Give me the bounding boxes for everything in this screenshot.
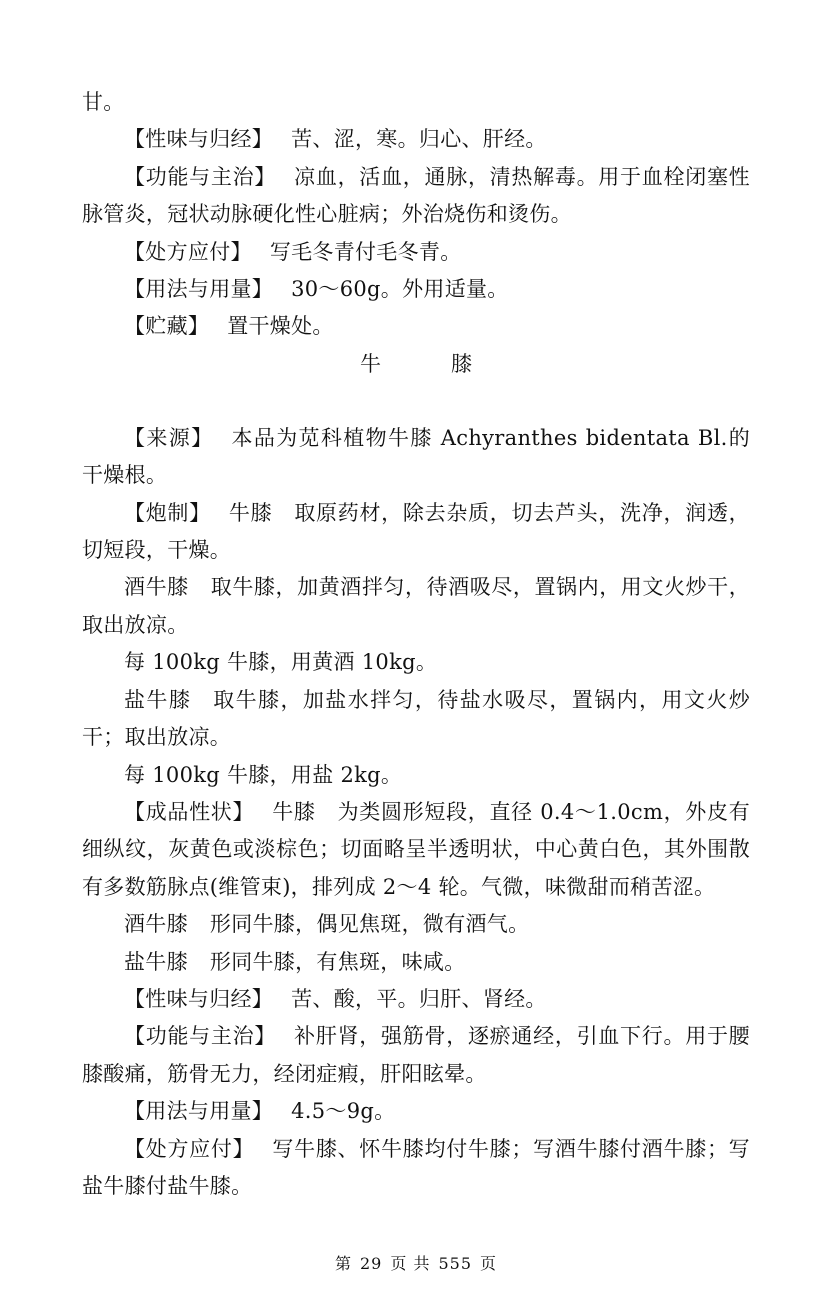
paragraph-text: 每 100kg 牛膝，用盐 2kg。 [124,762,403,787]
paragraph-taste-meridian [82,121,750,158]
paragraph-text: 取牛膝，加盐水拌匀，待盐水吸尽，置锅内，用文火炒干；取出放凉。 [82,687,750,750]
paragraph-text: 取牛膝，加黄酒拌匀，待酒吸尽，置锅内，用文火炒干，取出放凉。 [82,575,750,637]
paragraph-text: 30～60g。外用适量。 [291,277,509,302]
section-title [82,346,750,420]
paragraph-text: 本品为苋科植物牛膝 Achyranthes bidentata Bl.的干燥根。 [82,425,750,488]
page-number: 29 [360,1254,383,1273]
section-heading: 【性味与归经】 [124,986,274,1011]
section-heading: 【功能与主治】 [124,1024,277,1049]
paragraph-salt-processing [82,682,750,757]
section-title-char: 膝 [451,351,472,376]
paragraph-dosage [82,1093,750,1130]
paragraph-continuation [82,84,750,121]
paragraph-text: 4.5～9g。 [291,1099,396,1124]
paragraph-wine-character [82,906,750,943]
paragraph-text: 每 100kg 牛膝，用黄酒 10kg。 [124,650,438,675]
paragraph-product-character [82,794,750,906]
paragraph-prescription [82,234,750,271]
paragraph-text: 苦、酸，平。归肝、肾经。 [291,986,547,1011]
total-pages: 555 [438,1254,472,1273]
paragraph-wine-ratio [82,644,750,681]
paragraph-text: 为类圆形短段，直径 0.4～1.0cm，外皮有细纵纹，灰黄色或淡棕色；切面略呈半透明状，中心黄白色，其外围散有多数筋脉点(维管束)，排列成 2～4 轮。气微，味微甜而稍苦涩。 [82,799,750,899]
paragraph-text: 甘。 [82,90,125,114]
paragraph-text: 形同牛膝，有焦斑，味咸。 [209,949,466,974]
paragraph-taste-meridian [82,981,750,1018]
footer-prefix: 第 [334,1254,352,1273]
paragraph-text: 取原药材，除去杂质，切去芦头，洗净，润透，切短段，干燥。 [82,500,750,563]
paragraph-function [82,1018,750,1093]
subheading: 牛膝 [272,799,316,824]
paragraph-text: 补肝肾，强筋骨，逐瘀通经，引血下行。用于腰膝酸痛，筋骨无力，经闭症瘕，肝阳眩晕。 [82,1024,750,1086]
subheading: 酒牛膝 [124,575,189,600]
section-heading: 【用法与用量】 [124,277,274,302]
paragraph-function [82,159,750,234]
section-heading: 【处方应付】 [124,1136,255,1161]
paragraph-storage [82,308,750,345]
page-body [82,84,750,1205]
section-heading: 【来源】 [124,425,214,450]
footer-suffix: 页 [480,1254,498,1273]
paragraph-text: 苦、涩，寒。归心、肝经。 [291,127,547,152]
paragraph-prescription [82,1131,750,1206]
section-heading: 【处方应付】 [124,239,252,264]
section-heading: 【贮藏】 [124,314,210,339]
footer-middle: 页 共 [390,1254,431,1273]
subheading: 盐牛膝 [124,687,192,712]
paragraph-source [82,420,750,495]
subheading: 盐牛膝 [124,949,188,974]
paragraph-dosage [82,271,750,308]
page-footer [0,1254,832,1274]
subheading: 牛膝 [228,500,273,525]
paragraph-salt-ratio [82,757,750,794]
section-heading: 【炮制】 [124,500,211,525]
section-heading: 【功能与主治】 [124,164,277,189]
paragraph-text: 置干燥处。 [227,314,334,339]
paragraph-text: 写牛膝、怀牛膝均付牛膝；写酒牛膝付酒牛膝；写盐牛膝付盐牛膝。 [82,1136,750,1198]
paragraph-salt-character [82,944,750,981]
paragraph-text: 形同牛膝，偶见焦斑，微有酒气。 [209,912,530,937]
paragraph-wine-processing [82,569,750,644]
subheading: 酒牛膝 [124,912,188,937]
paragraph-processing [82,495,750,570]
section-heading: 【性味与归经】 [124,127,274,152]
paragraph-text: 凉血，活血，通脉，清热解毒。用于血栓闭塞性脉管炎，冠状动脉硬化性心脏病；外治烧伤和烫伤。 [82,164,750,227]
section-heading: 【成品性状】 [124,799,255,824]
paragraph-text: 写毛冬青付毛冬青。 [269,239,462,264]
section-heading: 【用法与用量】 [124,1099,274,1124]
section-title-char: 牛 [360,351,381,376]
